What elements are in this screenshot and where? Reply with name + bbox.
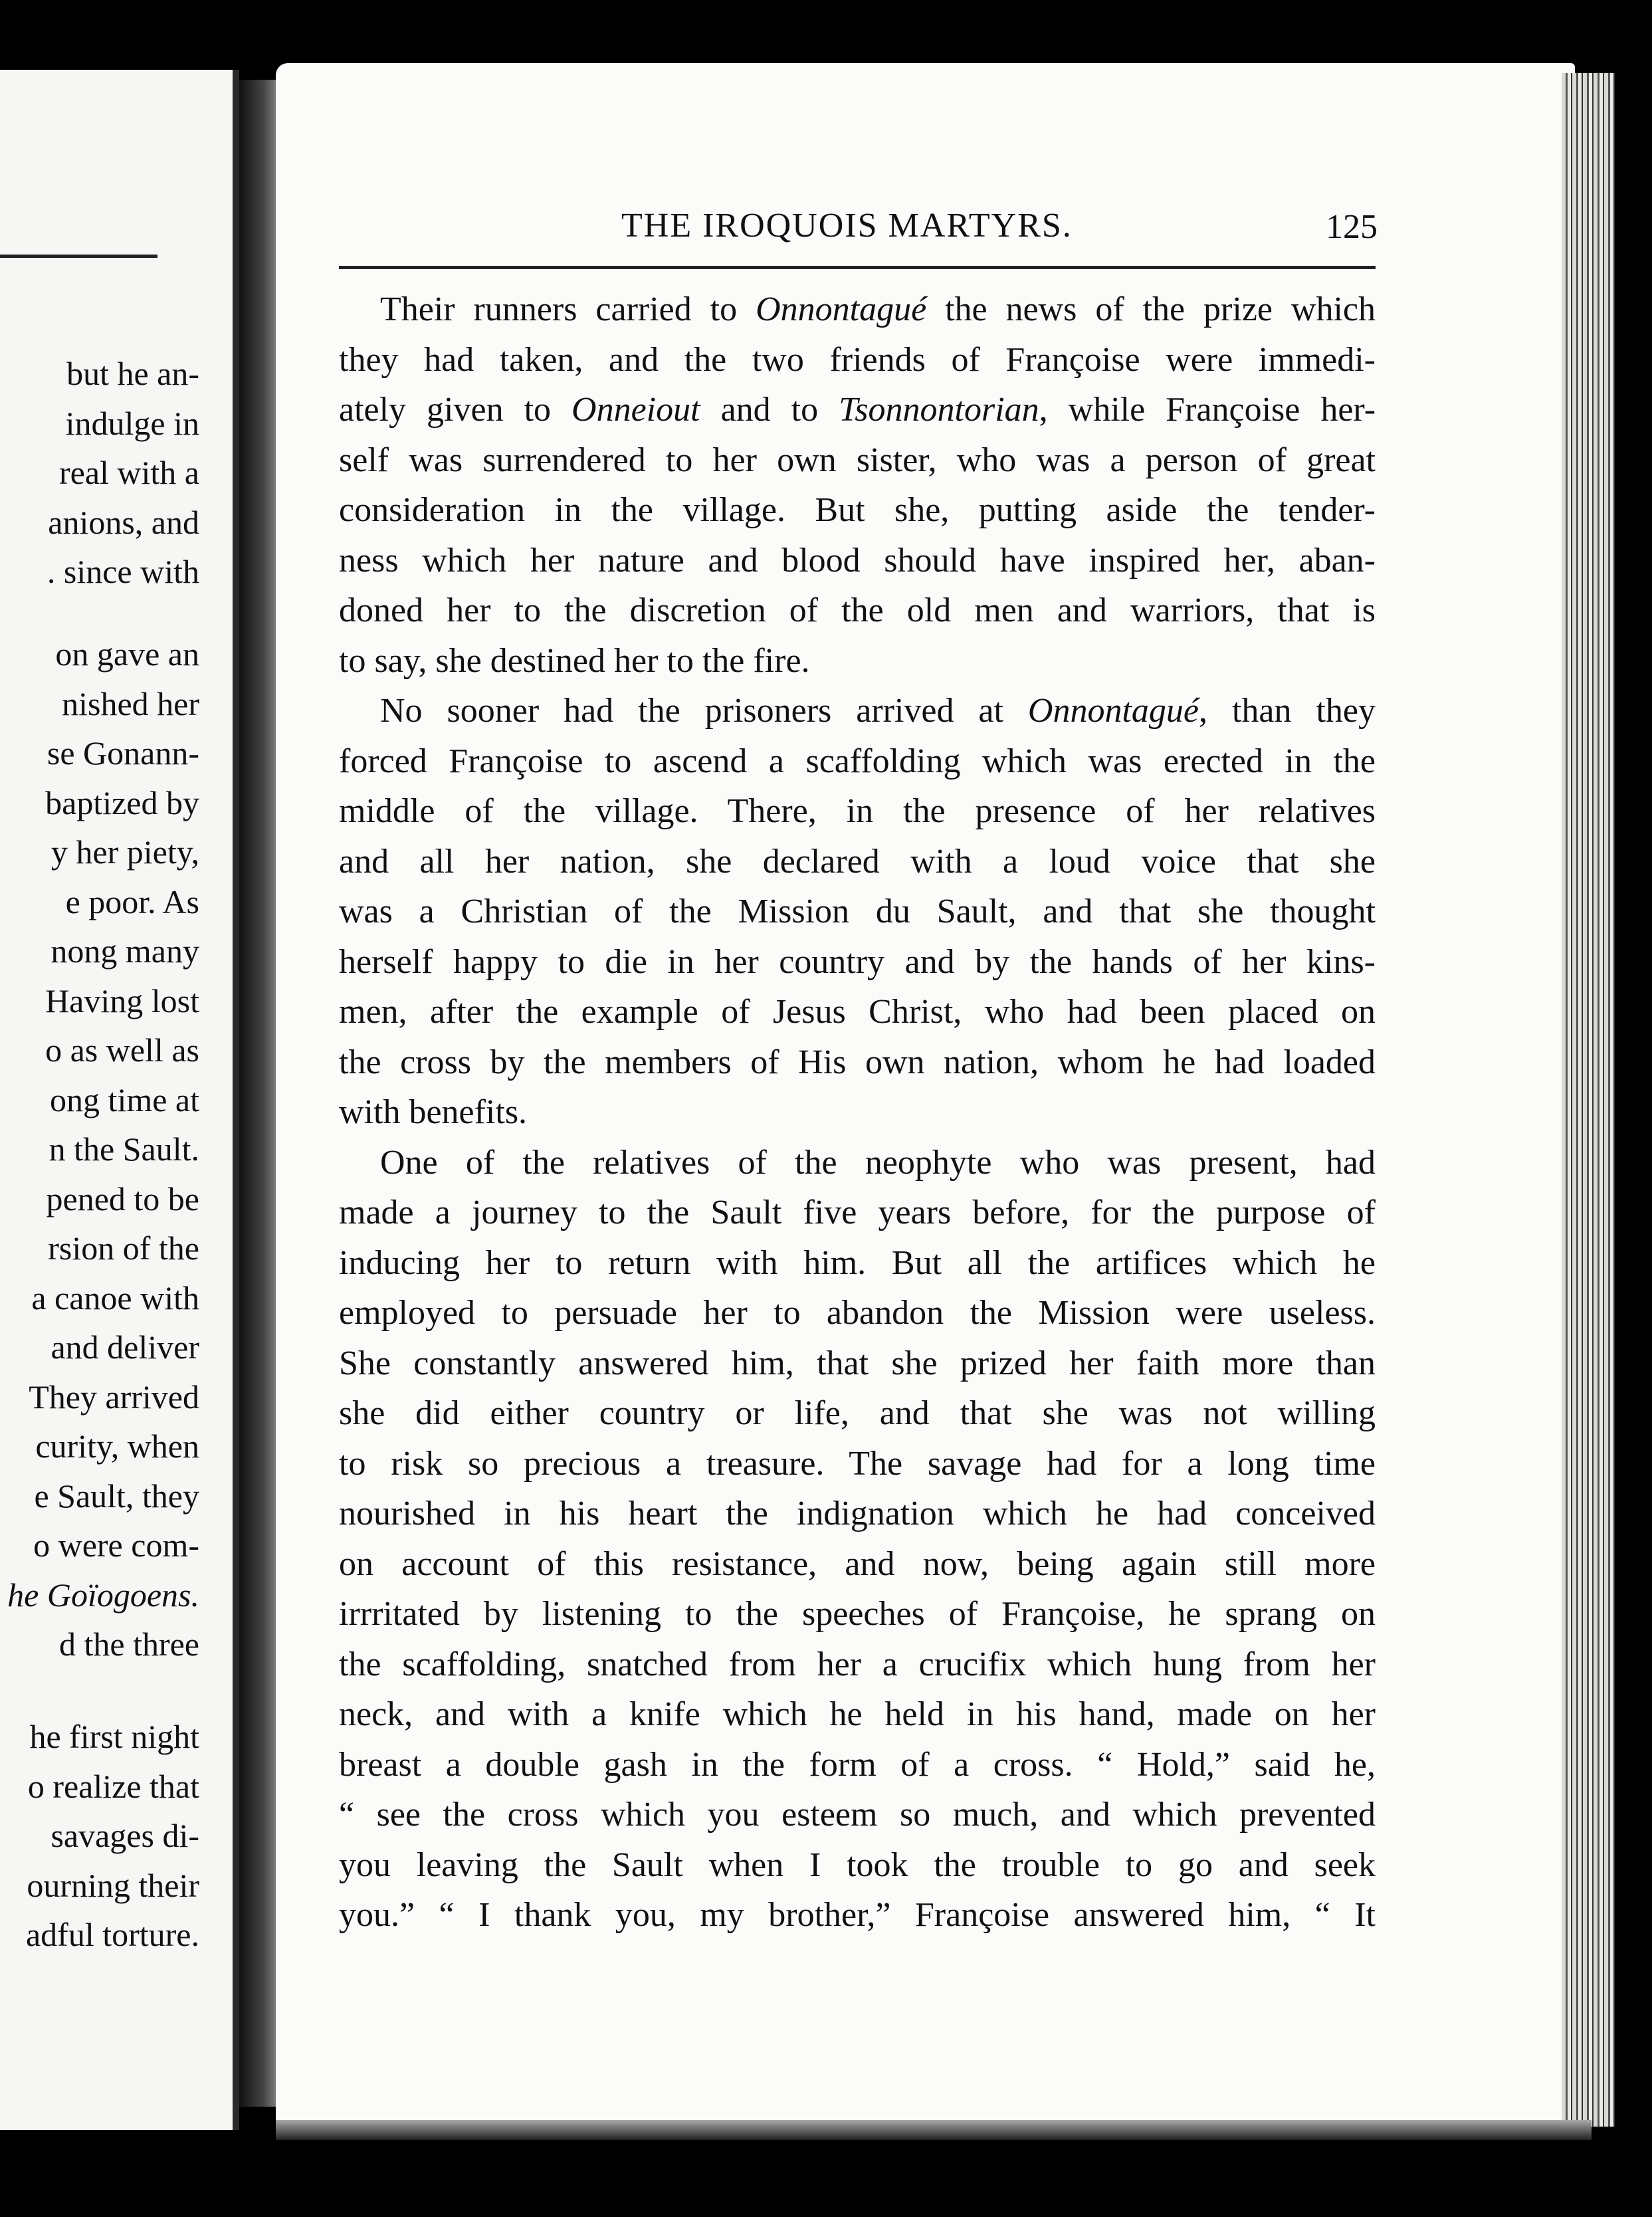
text-line <box>339 1489 1376 1539</box>
text-run: forced Françoise to ascend a scaffolding which was erected in the <box>339 742 1376 780</box>
facing-line: indulge in <box>65 404 199 442</box>
text-run: to say, she destined her to the fire. <box>339 641 810 680</box>
text-run: the scaffolding, snatched from her a crucifix which hung from her <box>339 1645 1376 1683</box>
facing-line: n the Sault. <box>49 1130 199 1168</box>
text-run: One of the relatives of the neophyte who was present, had <box>380 1143 1376 1182</box>
facing-line: ourning their <box>27 1866 199 1904</box>
italic-name: Onnontagué <box>1027 692 1199 730</box>
facing-line: baptized by <box>45 784 199 821</box>
text-line <box>339 1740 1376 1790</box>
facing-line-text: se Gonann- <box>47 734 199 772</box>
text-run: the cross by the members of His own nation, whom he had loaded <box>339 1043 1376 1081</box>
facing-page-head-rule <box>0 255 157 258</box>
text-line <box>339 1087 1376 1138</box>
text-run: doned her to the discretion of the old men and warriors, that is <box>339 591 1376 629</box>
text-line <box>339 536 1376 586</box>
facing-line: rsion of the <box>48 1229 199 1267</box>
facing-line: adful torture. <box>25 1916 199 1953</box>
text-line <box>339 1840 1376 1891</box>
text-line <box>339 1639 1376 1690</box>
italic-name: Onneiout <box>571 391 700 429</box>
facing-line <box>7 728 199 778</box>
text-line <box>339 1689 1376 1740</box>
text-run: the news of the prize which <box>926 290 1376 328</box>
book-gutter <box>239 80 279 2107</box>
text-run: self was surrendered to her own sister, who was a person of great <box>339 441 1376 479</box>
facing-line: real with a <box>58 454 199 491</box>
text-line <box>339 1338 1376 1389</box>
facing-line: nong many <box>51 932 199 970</box>
facing-line: y her piety, <box>51 833 199 871</box>
facing-line: d the three <box>58 1626 199 1663</box>
text-line <box>339 837 1376 887</box>
facing-line: curity, when <box>35 1427 199 1465</box>
text-line <box>339 485 1376 536</box>
text-line <box>339 1037 1376 1088</box>
text-line <box>339 786 1376 837</box>
facing-line: he Goïogoens. <box>7 1576 199 1614</box>
text-line <box>339 1138 1376 1188</box>
body-text <box>339 284 1376 1941</box>
facing-line: and deliver <box>51 1328 199 1366</box>
text-line <box>339 1589 1376 1639</box>
text-run: ness which her nature and blood should have inspired her, aban- <box>339 541 1376 580</box>
text-run: herself happy to die in her country and by the hands of her kins- <box>339 942 1376 981</box>
text-run: She constantly answered him, that she prized her faith more than <box>339 1344 1376 1382</box>
facing-line: ong time at <box>50 1081 199 1118</box>
facing-line: e Sault, they <box>34 1477 199 1515</box>
text-run: you leaving the Sault when I took the trouble to go and seek <box>339 1846 1376 1884</box>
facing-line: Having lost <box>45 982 199 1019</box>
text-line <box>339 385 1376 435</box>
text-line <box>339 937 1376 988</box>
text-line <box>339 1539 1376 1590</box>
text-run: nourished in his heart the indignation which he had conceived <box>339 1495 1376 1532</box>
text-line <box>339 284 1376 335</box>
text-line <box>339 1188 1376 1238</box>
facing-line: o realize that <box>27 1767 199 1805</box>
header-rule <box>339 266 1376 269</box>
text-run: “ see the cross which you esteem so much, and which prevented <box>339 1796 1376 1834</box>
facing-line: e poor. As <box>65 883 199 920</box>
text-line <box>339 1790 1376 1840</box>
facing-line: They arrived <box>29 1378 199 1416</box>
facing-line: on gave an <box>55 635 199 673</box>
page-number: 125 <box>1326 208 1378 246</box>
facing-line: anions, and <box>48 503 199 541</box>
text-line <box>339 686 1376 736</box>
facing-line: nished her <box>62 685 199 722</box>
text-run: men, after the example of Jesus Christ, who had been placed on <box>339 993 1376 1031</box>
text-run: made a journey to the Sault five years before, for the purpose of <box>339 1194 1376 1231</box>
text-run: they had taken, and the two friends of Françoise were immedi- <box>339 340 1376 379</box>
text-run: on account of this resistance, and now, being again still more <box>339 1544 1376 1583</box>
text-run: neck, and with a knife which he held in his hand, made on her <box>339 1695 1376 1733</box>
text-run: No sooner had the prisoners arrived at <box>380 692 1028 730</box>
text-run: ately given to <box>339 391 572 429</box>
facing-line: o were com- <box>33 1527 199 1564</box>
text-run: , while Françoise her- <box>1039 391 1376 429</box>
facing-line: a canoe with <box>31 1279 199 1317</box>
text-run: irrritated by listening to the speeches of Françoise, he sprang on <box>339 1595 1376 1633</box>
text-line <box>339 1288 1376 1338</box>
text-line <box>339 585 1376 636</box>
page-fore-edge <box>1562 73 1615 2127</box>
facing-line: . since with <box>47 553 199 590</box>
text-line <box>339 435 1376 486</box>
text-run: you.” “ I thank you, my brother,” Françoise answered him, “ It <box>339 1896 1376 1934</box>
facing-page-left <box>0 70 239 2130</box>
text-run: she did either country or life, and that she was not willing <box>339 1394 1376 1432</box>
text-line <box>339 1238 1376 1289</box>
text-run: , than they <box>1199 692 1376 730</box>
text-line <box>339 636 1376 686</box>
italic-name: Tsonnontorian <box>839 391 1039 429</box>
text-line <box>339 736 1376 787</box>
text-run: breast a double gash in the form of a cross. “ Hold,” said he, <box>339 1745 1376 1784</box>
text-line <box>339 887 1376 937</box>
facing-line: but he an- <box>66 355 199 392</box>
text-run: employed to persuade her to abandon the Mission were useless. <box>339 1294 1376 1332</box>
text-line <box>339 1439 1376 1489</box>
text-line <box>339 1388 1376 1439</box>
text-line <box>339 335 1376 385</box>
text-run: consideration in the village. But she, putting aside the tender- <box>339 491 1376 529</box>
text-run: with benefits. <box>339 1093 528 1131</box>
text-run: to risk so precious a treasure. The savage had for a long time <box>339 1444 1376 1483</box>
page-bottom-edge <box>276 2120 1592 2140</box>
facing-line: he first night <box>29 1718 199 1755</box>
text-line <box>339 1890 1376 1941</box>
text-run: and all her nation, she declared with a loud voice that she <box>339 842 1376 881</box>
text-run: was a Christian of the Mission du Sault, and that she thought <box>339 893 1376 930</box>
text-run: Their runners carried to <box>380 290 756 328</box>
text-run: middle of the village. There, in the presence of her relatives <box>339 792 1376 830</box>
facing-line: o as well as <box>45 1031 199 1069</box>
text-line <box>339 987 1376 1037</box>
facing-page-text <box>7 349 199 1960</box>
running-head: THE IROQUOIS MARTYRS. <box>621 207 1073 245</box>
italic-name: Onnontagué <box>756 290 927 328</box>
text-run: and to <box>700 391 839 429</box>
facing-line: savages di- <box>51 1817 199 1854</box>
text-run: inducing her to return with him. But all the artifices which he <box>339 1243 1376 1282</box>
facing-line: pened to be <box>46 1180 199 1217</box>
